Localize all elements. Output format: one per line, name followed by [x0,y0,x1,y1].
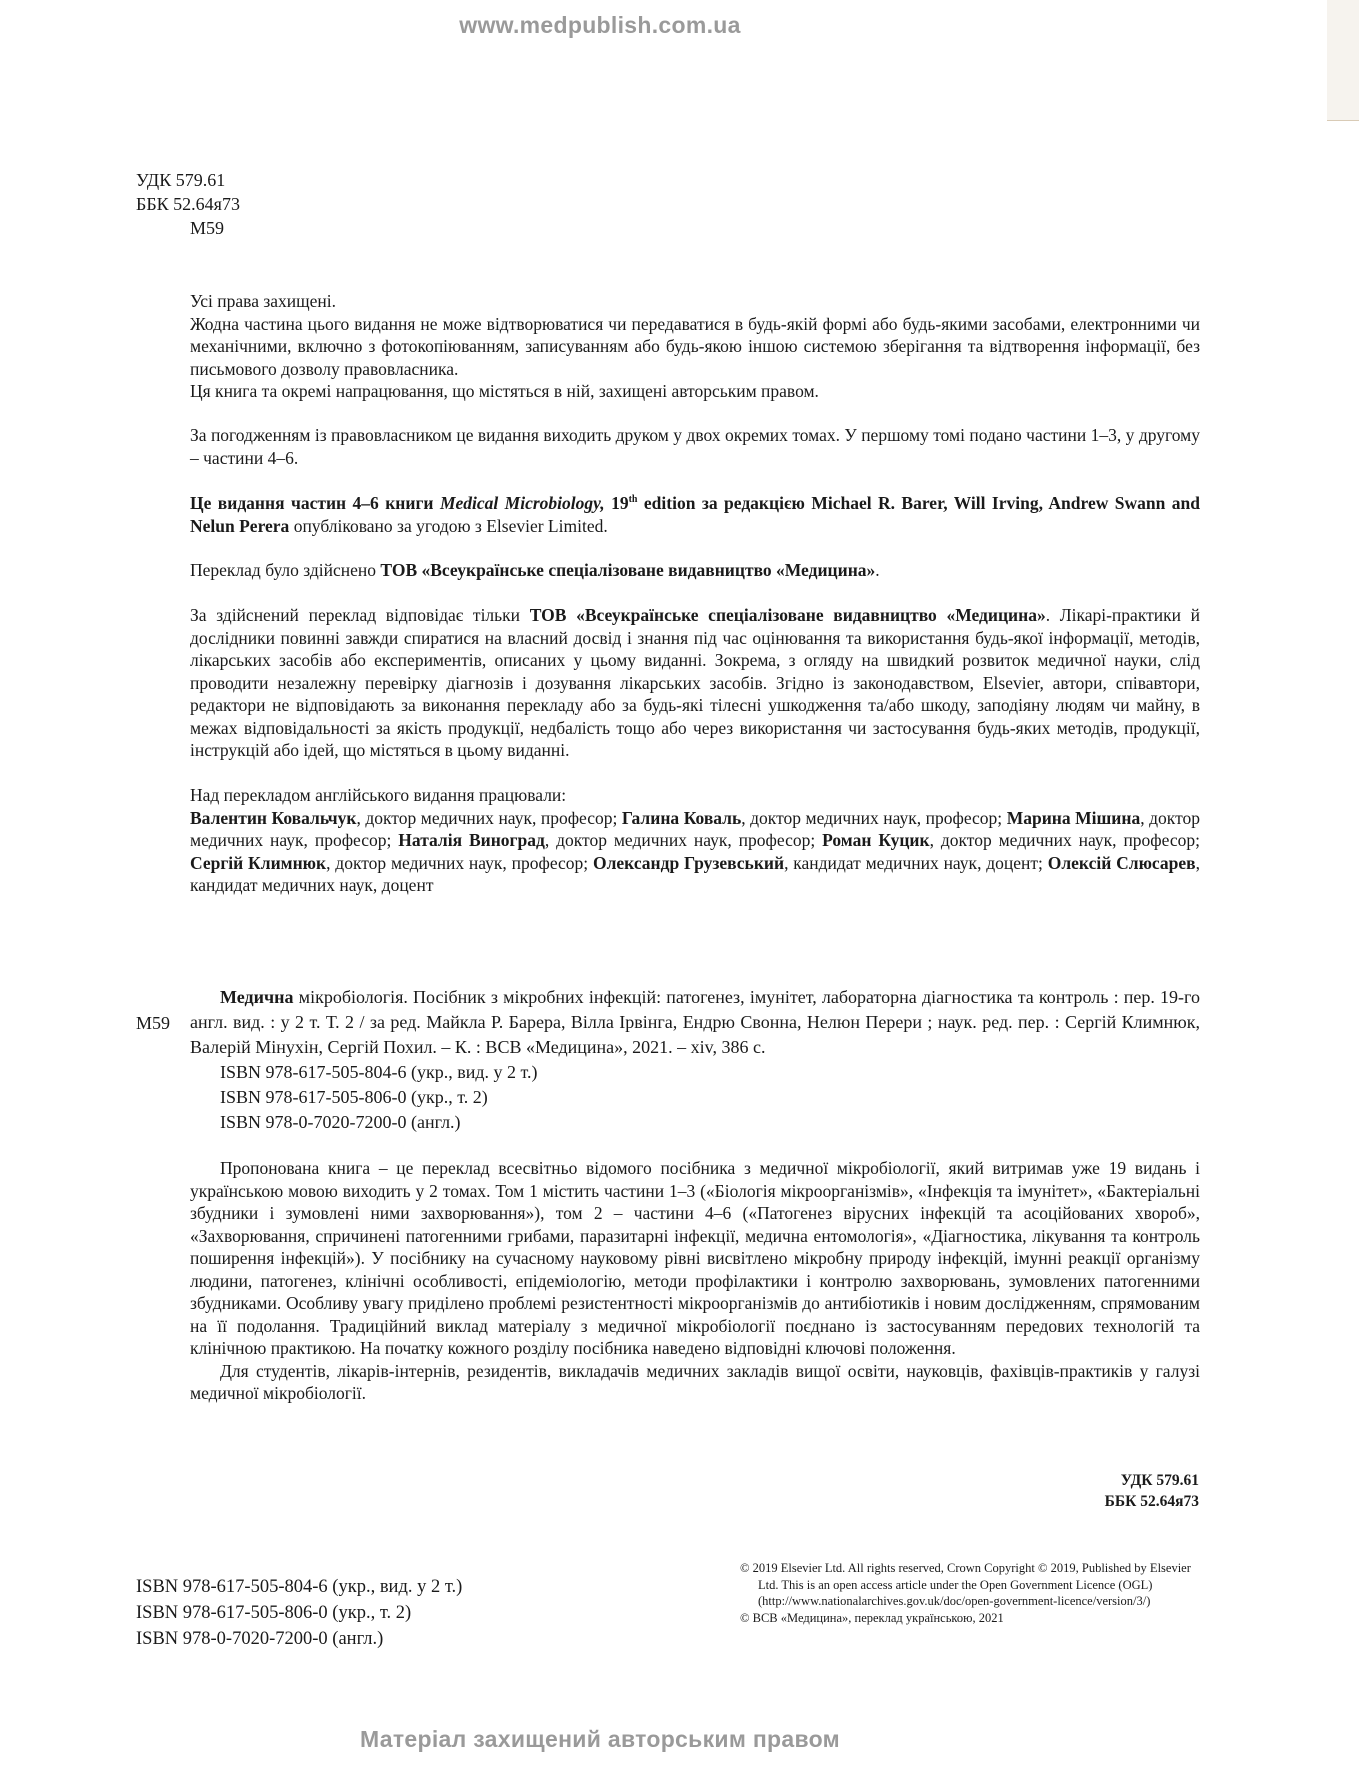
responsibility-disclaimer: За здійснений переклад відповідає тільки ТОВ «Всеукраїнське спеціалізоване видавництво «Медицина». Лікарі-практики й дослідники повинні завжди спиратися на власний досвід і знання під час оцінювання та використання будь-якої інформації, методів, лікарських засобів або експериментів, описаних у цьому виданні. Зокрема, з огляду на швидкий розвиток медичної науки, слід проводити незалежну перевірку діагнозів і дозування лікарських засобів. Згідно із законодавством, Elsevier, автори, співавтори, редактори не відповідають за виконання перекладу або за будь-які тілесні ушкодження та/або шкоду, заподіяну людям чи майну, в межах відповідальності за якість продукції, недбалість тощо або через використання чи застосування будь-яких методів, продукції, інструкцій або ідей, що містяться в цьому виданні. [190,605,1200,760]
translators-people [190,807,1200,897]
translator-name: Олексій Слюсарев [1047,852,1196,873]
annotation-paragraph: Пропонована книга – це переклад всесвітньо відомого посібника з медичної мікробіології, який витримав уже 19 видань і українською мовою виходить у 2 томах. Том 1 містить частини 1–3 («Біологія мікроорганізмів», «Інфекція та імунітет», «Бактеріальні збудники і зумовлені ними захворювання»), том 2 – частини 4–6 («Патогенез вірусних інфекцій та асоційованих хвороб», «Захворювання, спричинені патогенними грибами, паразитарні інфекції, медична ентомологія», «Діагностика, лікування та контроль поширення інфекцій»). У посібнику на сучасному науковому рівні висвітлено мікробну природу інфекцій, імунні реакції організму людини, патогенез, клінічні особливості, епідеміологію, методи профілактики і контролю захворювань, зумовлених патогенними збудниками. Особливу увагу приділено проблемі резистентності мікроорганізмів до антибіотиків і новим дослідженням, спрямованим на її подолання. Традиційний виклад матеріалу з медичної мікробіології поєднано із застосуванням передових технологій та клінічною практикою. На початку кожного розділу посібника наведено відповідні ключові положення. [190,1158,1200,1358]
copyright-line: © 2019 Elsevier Ltd. All rights reserved, Crown Copyright © 2019, Published by Elsevier Ltd. This is an open access article under the Open Government Licence (OGL) (http://www.nationalarchives.gov.uk/doc/open-government-licence/version/3/) [740,1561,1191,1608]
isbn-line: ISBN 978-617-505-804-6 (укр., вид. у 2 т.) [136,1577,463,1597]
udk-code: УДК 579.61 [136,170,226,190]
isbn-list [136,1574,462,1652]
translator-role: , доктор медичних наук, професор; [356,807,622,828]
translator-role: , кандидат медичних наук, доцент; [784,852,1048,873]
translator-role: , кандидат медичних наук, доцент [190,852,1200,895]
rights-title: Усі права захищені. [190,291,336,311]
biblio-text: мікробіологія. Посібник з мікробних інфекцій: патогенез, імунітет, лабораторна діагностика та контроль : пер. 19-го англ. вид. : у 2 т. Т. 2 / за ред. Майкла Р. Барера, Вілла Ірвінга, Ендрю Свонна, Нелюн Перери ; наук. ред. пер. : Сергій Климнюк, Валерій Мінухін, Сергій Похил. – К. : ВСВ «Медицина», 2021. – xiv, 386 с. [190,987,1200,1057]
copyright-notices [740,1560,1200,1626]
bibliographic-record [190,985,1200,1135]
translator-role: , доктор медичних наук, професор; [929,830,1200,850]
copyright-protection-note: Ця книга та окремі напрацювання, що містяться в ній, захищені авторським правом. [190,381,819,401]
translator-role: , доктор медичних наук, професор; [741,807,1007,828]
translator-role: , доктор медичних наук, професор; [190,807,1200,850]
author-mark: М59 [190,218,225,238]
translator-name: Олександр Грузевський [592,852,785,873]
biblio-side-mark: М59 [136,1013,171,1033]
translation-note: Переклад було здійснено ТОВ «Всеукраїнське спеціалізоване видавництво «Медицина». [190,560,880,580]
translator-name: Галина Коваль [621,807,742,828]
classification-codes-right [1105,1470,1199,1512]
page-edge-tab [1327,0,1359,121]
rights-paragraph: Жодна частина цього видання не може відтворюватися чи передаватися в будь-якій формі або будь-якими засобами, електронними чи механічними, включно з фотокопіюванням, записуванням або будь-якою іншою системою зберігання та відтворення інформації, без письмового дозволу правовласника. [190,313,1200,379]
biblio-isbn: ISBN 978-0-7020-7200-0 (англ.) [220,1112,461,1132]
translator-role: , доктор медичних наук, професор; [544,830,823,850]
bbk-code: ББК 52.64я73 [1104,1493,1199,1510]
translators-intro: Над перекладом англійського видання працювали: [190,785,567,805]
isbn-line: ISBN 978-617-505-806-0 (укр., т. 2) [136,1603,412,1623]
udk-code: УДК 579.61 [1120,1472,1199,1489]
translator-name: Наталія Виноград [398,830,545,850]
isbn-line: ISBN 978-0-7020-7200-0 (англ.) [136,1629,384,1649]
site-url-watermark: www.medpublish.com.ua [459,12,741,38]
edition-note: Це видання частин 4–6 книги Medical Microbiology, 19th edition за редакцією Michael R. Barer, Will Irving, Andrew Swann and Nelun Perera опубліковано за угодою з Elsevier Limited. [190,493,1201,536]
biblio-isbn: ISBN 978-617-505-804-6 (укр., вид. у 2 т.) [220,1062,538,1082]
translators-list [190,784,1200,897]
translator-name: Валентин Ковальчук [190,807,357,828]
biblio-isbn: ISBN 978-617-505-806-0 (укр., т. 2) [220,1087,488,1107]
biblio-lead: Медична [220,987,294,1007]
bbk-code: ББК 52.64я73 [136,194,240,214]
book-annotation [190,1157,1200,1405]
translator-role: , доктор медичних наук, професор; [326,852,593,873]
volumes-note: За погодженням із правовласником це видання виходить друком у двох окремих томах. У першому томі подано частини 1–3, у другому – частини 4–6. [190,425,1200,468]
translator-name: Сергій Климнюк [190,852,327,873]
translator-name: Марина Мішина [1006,807,1141,828]
footer-watermark: Матеріал захищений авторським правом [360,1726,840,1752]
audience-paragraph: Для студентів, лікарів-інтернів, резидентів, викладачів медичних закладів вищої освіти, науковців, фахівців-практиків у галузі медичної мікробіології. [190,1360,1200,1403]
classification-codes [136,168,240,240]
rights-notice [190,290,1200,403]
translator-name: Роман Куцик [822,830,930,850]
copyright-line: © ВСВ «Медицина», переклад українською, 2021 [740,1610,1004,1625]
